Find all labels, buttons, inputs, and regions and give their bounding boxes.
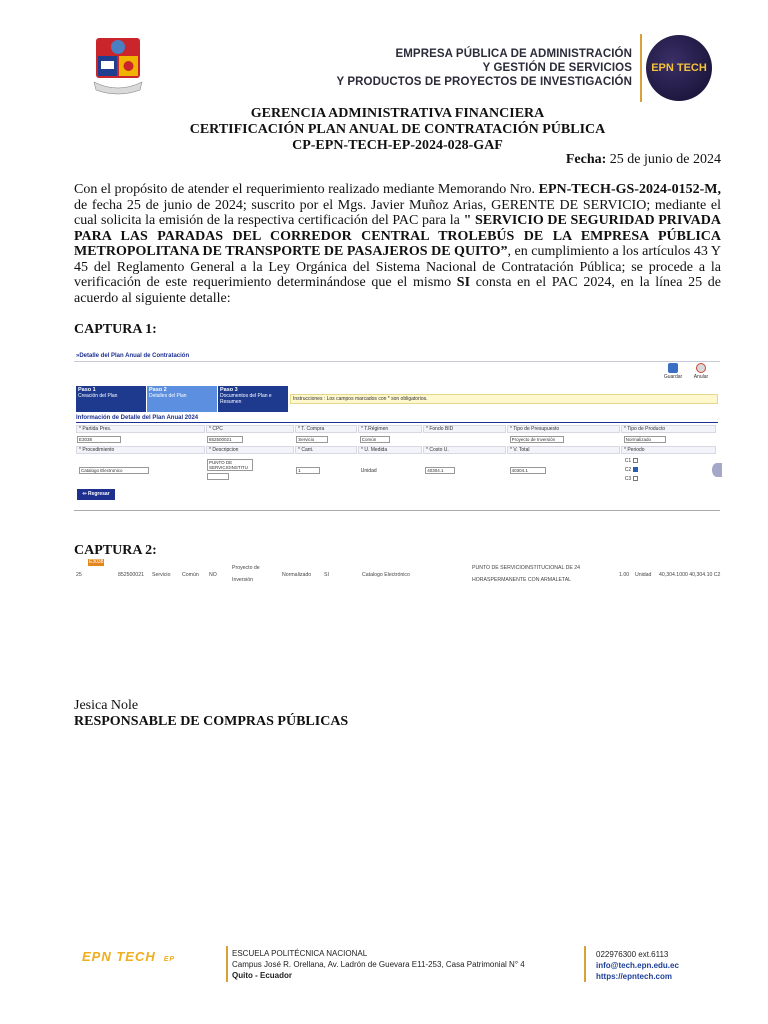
periodo-c1-label: C1 [624,458,632,464]
total-input[interactable]: 40304.1 [510,467,546,474]
header-tipo-producto: * Tipo de Producto [621,425,716,433]
footer-divider-1 [226,946,228,982]
c2-line: 25 [76,572,82,578]
epn-tech-badge-text: EPN TECH [651,62,707,74]
c2-procedimiento: Catalogo Electrónico [362,572,410,578]
title-line-3: CP-EPN-TECH-EP-2024-028-GAF [292,138,503,153]
periodo-c1-checkbox[interactable] [633,458,638,463]
body-part-1: Con el propósito de atender el requerimiento realizado mediante Memorando Nro. [74,182,539,197]
step-3[interactable] [218,386,288,412]
back-icon: ⇦ [82,491,88,497]
section-divider [76,422,718,423]
c2-catalogo: SI [324,572,329,578]
capture-1-label: CAPTURA 1: [74,322,157,337]
header-valor-total: * V. Total [507,446,620,454]
side-scroll-button[interactable] [712,463,722,477]
c2-unidad: Unidad [635,572,652,578]
section-title: Información de Detalle del Plan Anual 2024 [76,415,199,421]
periodo-c3[interactable] [625,476,638,482]
footer-city: Quito - Ecuador [232,971,292,980]
step-1[interactable] [76,386,146,412]
date-value: 25 de junio de 2024 [606,152,721,167]
c2-presupuesto-2: Inversión [232,577,254,583]
regresar-label: Regresar [87,491,110,497]
header-tipo-presupuesto: * Tipo de Presupuesto [507,425,620,433]
cancel-icon [696,363,706,373]
capture-1-bottom-border [74,510,720,511]
periodo-c2[interactable] [625,467,638,473]
footer-address [232,948,525,981]
tipo-presupuesto-select[interactable]: Proyecto de Inversión [510,436,564,443]
costo-input[interactable]: 40304.1 [425,467,455,474]
footer-web-link[interactable]: https://epntech.com [596,972,673,981]
c2-tipo-compra: Servicio [152,572,171,578]
guardar-button[interactable] [660,362,686,384]
step-2-sub: Detalles del Plan [149,393,187,399]
c2-cpc: 852500021 [118,572,144,578]
body-part-3: , en cumplimiento a los artículos 43 Y 45 del Reglamento General a la Ley Orgánica del Sistema Nacional de Contratación Pública; se procede a la verificación de este requerimiento determinándose que el mismo [74,244,721,290]
document-title [74,106,721,154]
header-institution [337,34,713,102]
tregimen-select[interactable]: Común [360,436,390,443]
si-flag: SI [456,275,471,290]
header-costo-unitario: * Costo U. [423,446,506,454]
body-part-2: de fecha 25 de junio de 2024; suscrito por el Mgs. Javier Muñoz Arias, GERENTE DE SERVICIO; mediante el cual solicita la emisión de la respectiva certificación del PAC para la [74,197,721,228]
step-1-title: Paso 1 [78,387,96,393]
values-row-1 [76,435,718,444]
body-paragraph [74,182,721,306]
guardar-label: Guardar [663,374,683,380]
header-unidad-medida: * U. Medida [358,446,422,454]
periodo-c2-label: C2 [624,467,632,473]
header-row-1 [76,425,718,433]
header-procedimiento: * Procedimiento [76,446,205,454]
footer-institution: ESCUELA POLITÉCNICA NACIONAL [232,949,368,958]
body-part-4: consta en el PAC 2024, en la línea 25 de acuerdo al siguiente detalle: [74,275,722,306]
capture-1-breadcrumb: »Detalle del Plan Anual de Contratación [76,353,190,359]
footer-street: Campus José R. Orellana, Av. Ladrón de Guevara E11-253, Casa Patrimonial N° 4 [232,960,525,969]
capture-2-label: CAPTURA 2: [74,543,157,558]
c2-producto: Normalizado [282,572,312,578]
c2-descripcion-1: PUNTO DE SERVICIOINSTITUCIONAL DE 24 [472,565,580,571]
memo-number: EPN-TECH-GS-2024-0152-M, [538,182,721,197]
c2-regimen: Común [182,572,199,578]
footer-epn-tech-logo [82,949,175,964]
header-tcompra: * T. Compra [295,425,357,433]
c2-descripcion-2: HORASPERMANENTE CON ARMALETAL [472,577,572,583]
epn-shield-logo [90,36,146,98]
cantidad-input[interactable]: 1 [296,467,320,474]
document-date [566,152,721,168]
title-line-1: GERENCIA ADMINISTRATIVA FINANCIERA [250,106,545,121]
procedimiento-select[interactable]: Catalogo Electronico [79,467,149,474]
footer-logo-ep: EP [163,956,176,963]
header-row-2 [76,446,718,454]
date-label: Fecha: [565,152,607,167]
footer-contact [596,949,679,982]
footer-email-link[interactable]: info@tech.epn.edu.ec [596,961,679,970]
cpc-input[interactable]: 852500021 [207,436,243,443]
footer-divider-2 [584,946,586,982]
breadcrumb-divider [74,361,720,362]
service-name: " SERVICIO DE SEGURIDAD PRIVADA PARA LAS PARADAS DEL CORREDOR CENTRAL TROLEBÚS DE LA EMPRESA PÚBLICA METROPOLITANA DE TRANSPORTE DE PASAJEROS DE QUITO” [74,213,721,259]
tipo-producto-select[interactable]: Normalizado [624,436,666,443]
signature-block [74,698,348,729]
unidad-value: Unidad [360,468,377,474]
header-partida: * Partida Pres. [76,425,205,433]
instructions-banner: Instrucciones : Los campos marcados con * son obligatorios. [290,394,718,404]
header-cpc: * CPC [206,425,294,433]
step-3-title: Paso 3 [220,387,238,393]
c2-montos: 40,304.1000 40,304.10 C2 [659,572,721,578]
header-divider [640,34,642,102]
capture-2-screenshot [74,559,734,589]
anular-button[interactable] [688,362,714,384]
epn-tech-badge-logo [646,35,712,101]
anular-label: Anular [693,374,709,380]
signer-role: RESPONSABLE DE COMPRAS PÚBLICAS [74,713,349,729]
step-1-sub: Creación del Plan [78,393,118,399]
header-line-2: Y GESTIÓN DE SERVICIOS [482,62,632,74]
footer-phone: 022976300 ext.6113 [596,950,669,959]
footer-logo-text: EPN TECH [82,949,156,964]
values-row-2 [76,456,718,486]
c2-presupuesto-1: Proyecto de [232,565,260,571]
step-2[interactable] [147,386,217,412]
signer-name: Jesica Nole [74,698,139,713]
tcompra-select[interactable]: Servicio [296,436,328,443]
capture-1-screenshot [74,350,720,514]
step-3-sub: Documentos del Plan e Resumen [220,393,272,405]
regresar-button[interactable] [77,489,115,500]
descripcion-extra-input[interactable] [207,473,229,480]
header-cantidad: * Cant. [295,446,357,454]
header-tregimen: * T.Régimen [358,425,422,433]
step-2-title: Paso 2 [149,387,167,393]
save-icon [668,363,678,373]
c2-cantidad: 1.00 [619,572,630,578]
title-line-2: CERTIFICACIÓN PLAN ANUAL DE CONTRATACIÓN PÚBLICA [189,122,606,137]
partida-highlight: E3038 [89,559,104,565]
c2-bid: NO [209,572,217,578]
periodo-c3-checkbox[interactable] [633,476,638,481]
periodo-c3-label: C3 [624,476,632,482]
periodo-c2-checkbox[interactable] [633,467,638,472]
periodo-c1[interactable] [625,458,638,464]
header-periodo: * Periodo [621,446,716,454]
header-descripcion: * Descripcion [206,446,294,454]
header-line-1: EMPRESA PÚBLICA DE ADMINISTRACIÓN [395,48,632,60]
descripcion-textarea[interactable]: PUNTO DE SERVICIOINSTITU [207,459,253,471]
wizard-steps [76,386,289,412]
header-fondo-bid: * Fondo BID [423,425,506,433]
header-line-3: Y PRODUCTOS DE PROYECTOS DE INVESTIGACIÓN [336,76,632,88]
partida-input[interactable]: E3038 [77,436,121,443]
